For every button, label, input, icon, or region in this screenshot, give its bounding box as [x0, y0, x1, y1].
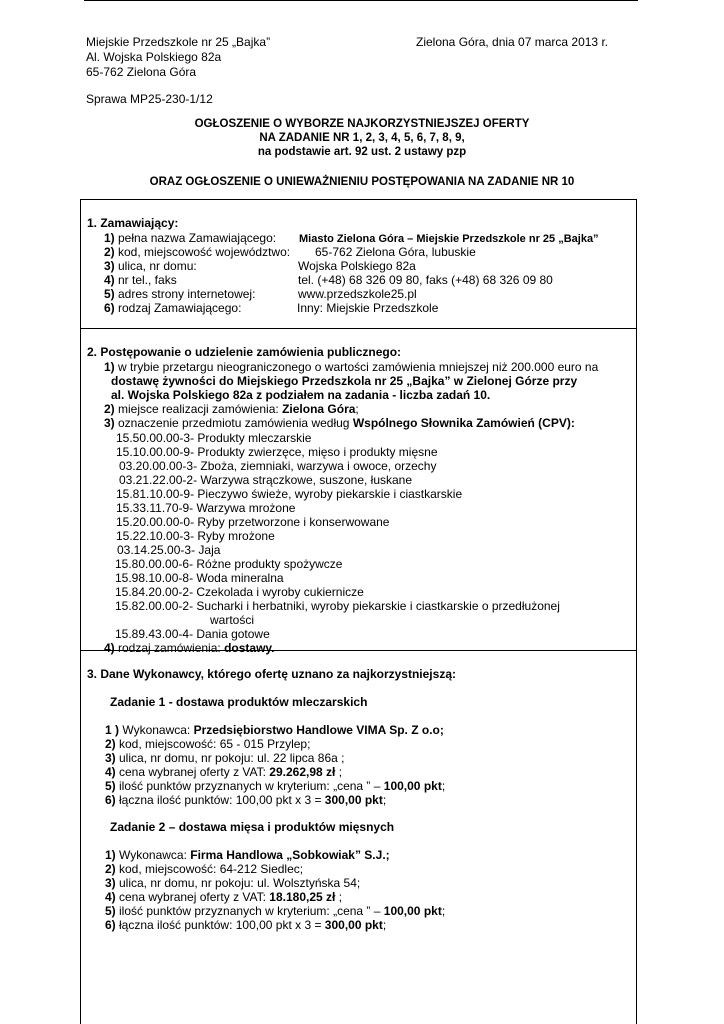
cpv-item: 15.98.10.00-8- Woda mineralna [115, 571, 284, 585]
task-1-contractor: 1 ) Wykonawca: Przedsiębiorstwo Handlowe VIMA Sp. Z o.o; [105, 723, 444, 737]
s1-row-3-value: Wojska Polskiego 82a [298, 259, 416, 273]
task-1-total-points: 6) łączna ilość punktów: 100,00 pkt x 3 = 300,00 pkt; [105, 793, 387, 807]
s2-point-1-line-1: 1) w trybie przetargu nieograniczonego o wartości zamówienia mniejszej niż 200.000 euro na [104, 360, 599, 374]
org-street: Al. Wojska Polskiego 82a [86, 50, 222, 64]
s1-row-2-value: 65-762 Zielona Góra, lubuskie [315, 245, 476, 259]
section-3-box [80, 650, 637, 1024]
document-subtitle: ORAZ OGŁOSZENIE O UNIEWAŻNIENIU POSTĘPOWANIA NA ZADANIE NR 10 [149, 176, 575, 188]
section-1-heading: 1. Zamawiający: [87, 216, 179, 230]
task-2-points: 5) ilość punktów przyznanych w kryterium: „cena ” – 100,00 pkt; [105, 904, 446, 918]
cpv-item: 03.20.00.00-3- Zboża, ziemniaki, warzywa i owoce, orzechy [119, 459, 437, 473]
task-2-street: 3) ulica, nr domu, nr pokoju: ul. Wolsztyńska 54; [105, 876, 361, 890]
s2-point-1-line-2: dostawę żywności do Miejskiego Przedszkola nr 25 „Bajka” w Zielonej Górze przy [111, 374, 578, 388]
cpv-item: 15.82.00.00-2- Sucharki i herbatniki, wyroby piekarskie i ciastkarskie o przedłużonej [115, 599, 560, 613]
s2-point-3: 3) oznaczenie przedmiotu zamówienia według Wspólnego Słownika Zamówień (CPV): [104, 416, 575, 430]
cpv-item: 15.84.20.00-2- Czekolada i wyroby cukiernicze [115, 585, 364, 599]
task-2-contractor: 1) Wykonawca: Firma Handlowa „Sobkowiak” S.J.; [105, 848, 390, 862]
cpv-item: 15.10.00.00-9- Produkty zwierzęce, mięso i produkty mięsne [116, 445, 438, 459]
section-2-box [80, 328, 637, 655]
s1-row-1-value: Miasto Zielona Góra – Miejskie Przedszkole nr 25 „Bajka” [299, 233, 599, 245]
s1-row-5-value: www.przedszkole25.pl [298, 287, 417, 301]
document-title [86, 117, 638, 159]
s1-row-2: 2) kod, miejscowość województwo: [104, 245, 291, 259]
task-1-postcode: 2) kod, miejscowość: 65 - 015 Przylep; [105, 737, 311, 751]
s1-row-4: 4) nr tel., faks [104, 273, 177, 287]
top-rule [84, 0, 638, 1]
s1-row-5: 5) adres strony internetowej: [104, 287, 256, 301]
org-city: 65-762 Zielona Góra [86, 65, 197, 79]
cpv-item-continuation: wartości [210, 613, 255, 627]
s2-point-1-line-3: al. Wojska Polskiego 82a z podziałem na zadania - liczba zadań 10. [111, 388, 491, 402]
cpv-item: 03.21.22.00-2- Warzywa strączkowe, suszone, łuskane [119, 473, 413, 487]
task-1-title: Zadanie 1 - dostawa produktów mleczarskich [110, 695, 368, 709]
s1-row-3: 3) ulica, nr domu: [104, 259, 197, 273]
title-line-3: na podstawie art. 92 ust. 2 ustawy pzp [257, 146, 467, 158]
cpv-item: 15.81.10.00-9- Pieczywo świeże, wyroby piekarskie i ciastkarskie [116, 487, 463, 501]
task-1-points: 5) ilość punktów przyznanych w kryterium: „cena ” – 100,00 pkt; [105, 779, 446, 793]
s2-point-2: 2) miejsce realizacji zamówienia: Zielona Góra; [104, 402, 359, 416]
s1-row-6: 6) rodzaj Zamawiającego: [104, 301, 242, 315]
section-1-box [80, 199, 637, 329]
task-2-title: Zadanie 2 – dostawa mięsa i produktów mięsnych [110, 820, 395, 834]
title-line-1: OGŁOSZENIE O WYBORZE NAJKORZYSTNIEJSZEJ OFERTY [194, 118, 530, 130]
task-2-postcode: 2) kod, miejscowość: 64-212 Siedlec; [105, 862, 304, 876]
cpv-item: 15.89.43.00-4- Dania gotowe [115, 627, 270, 641]
task-1-street: 3) ulica, nr domu, nr pokoju: ul. 22 lipca 86a ; [105, 751, 345, 765]
cpv-item: 15.33.11.70-9- Warzywa mrożone [116, 501, 296, 515]
cpv-item: 15.20.00.00-0- Ryby przetworzone i konserwowane [116, 515, 390, 529]
cpv-item: 15.80.00.00-6- Różne produkty spożywcze [115, 557, 343, 571]
section-2-heading: 2. Postępowanie o udzielenie zamówienia publicznego: [87, 345, 402, 359]
org-name: Miejskie Przedszkole nr 25 „Bajka” [86, 35, 271, 49]
task-1-price: 4) cena wybranej oferty z VAT: 29.262,98 zł ; [105, 765, 343, 779]
case-number: Sprawa MP25-230-1/12 [86, 92, 213, 106]
s1-row-1: 1) pełna nazwa Zamawiającego: [104, 231, 277, 245]
s2-point-4: 4) rodzaj zamówienia: dostawy. [104, 641, 275, 655]
s1-row-4-value: tel. (+48) 68 326 09 80, faks (+48) 68 326 09 80 [298, 273, 553, 287]
sender-address [86, 35, 270, 80]
task-2-total-points: 6) łączna ilość punktów: 100,00 pkt x 3 = 300,00 pkt; [105, 918, 387, 932]
title-line-2: NA ZADANIE NR 1, 2, 3, 4, 5, 6, 7, 8, 9, [259, 132, 465, 144]
cpv-item: 03.14.25.00-3- Jaja [117, 543, 221, 557]
cpv-item: 15.50.00.00-3- Produkty mleczarskie [116, 431, 312, 445]
section-3-heading: 3. Dane Wykonawcy, którego ofertę uznano za najkorzystniejszą: [87, 667, 456, 681]
task-2-price: 4) cena wybranej oferty z VAT: 18.180,25 zł ; [105, 890, 343, 904]
s1-row-6-value: Inny: Miejskie Przedszkole [297, 301, 439, 315]
document-date: Zielona Góra, dnia 07 marca 2013 r. [416, 35, 609, 49]
cpv-item: 15.22.10.00-3- Ryby mrożone [116, 529, 275, 543]
